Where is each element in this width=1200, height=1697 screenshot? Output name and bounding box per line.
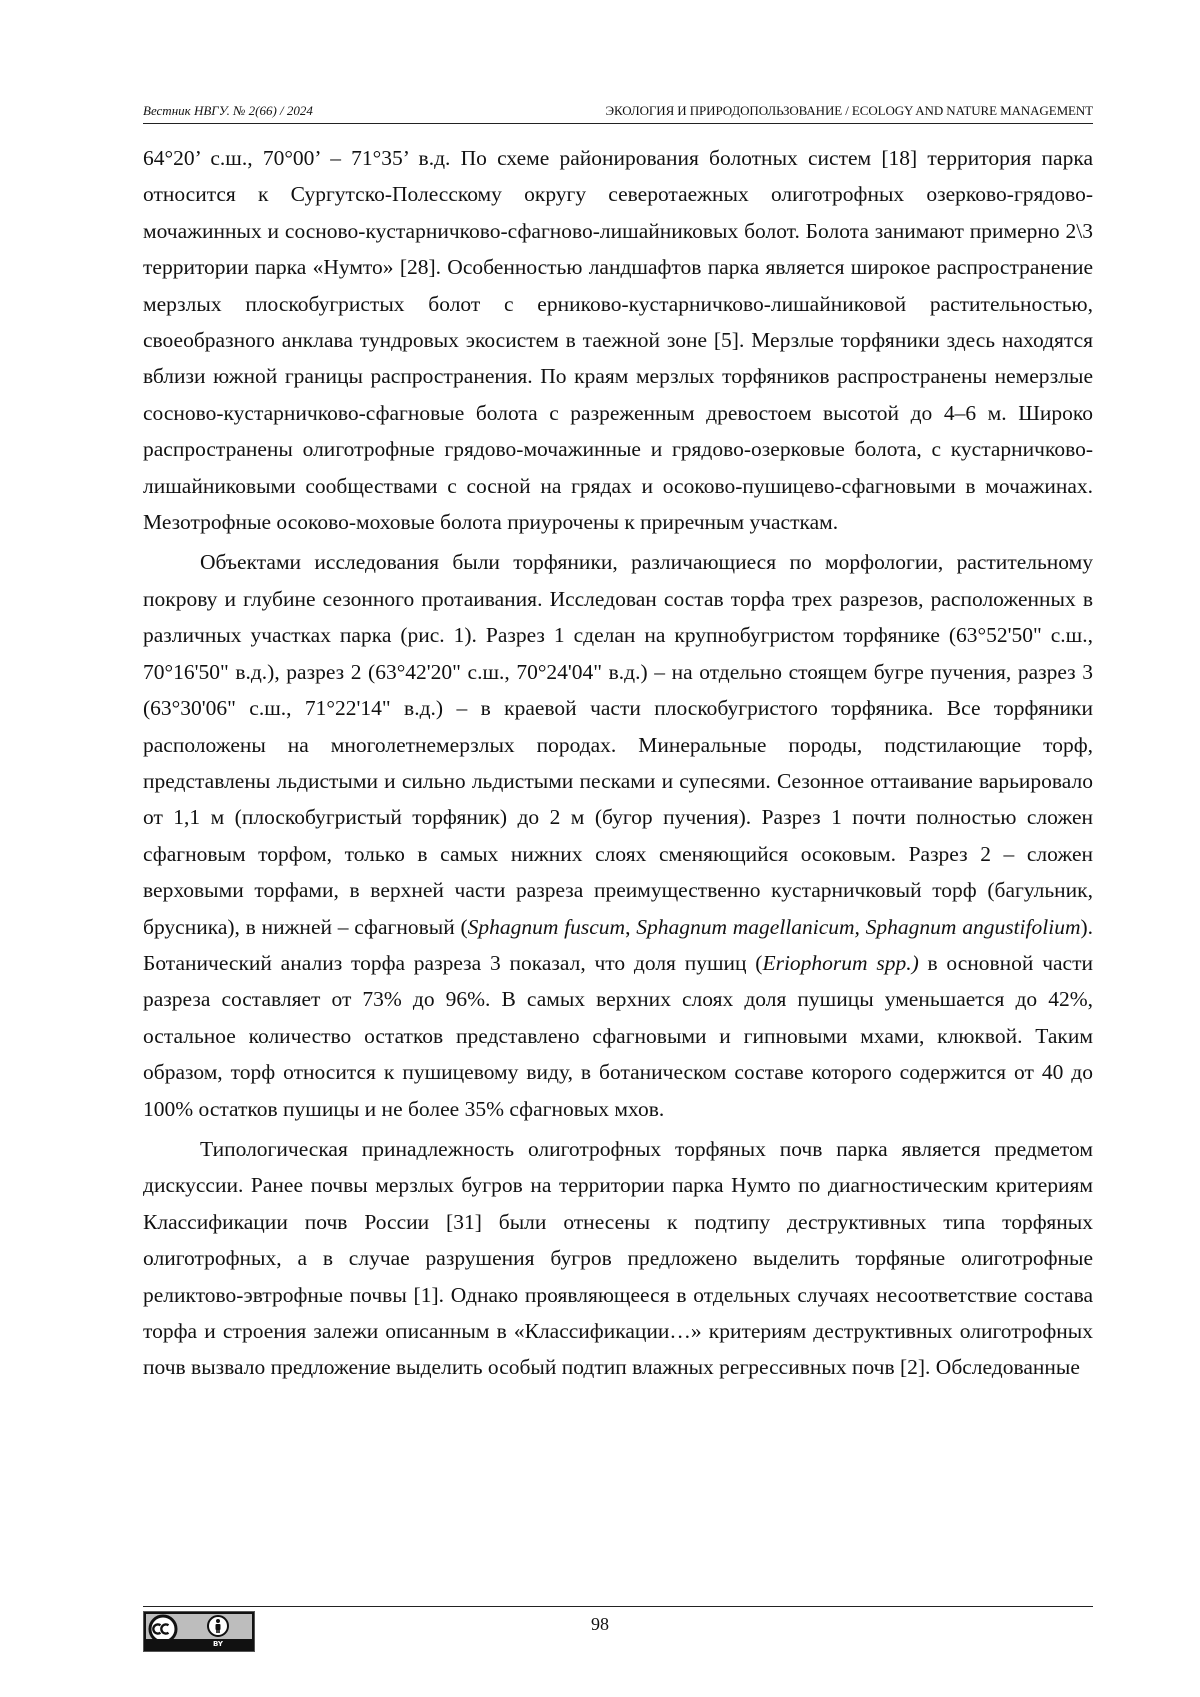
paragraph-2 (143, 544, 1093, 1127)
text-run: , (625, 914, 637, 939)
paragraph-1 (143, 140, 1093, 540)
paragraph-3 (143, 1131, 1093, 1386)
license-by-label: BY (212, 1640, 224, 1648)
journal-title: Вестник НВГУ. № 2(66) / 2024 (143, 103, 313, 118)
license-bar (146, 1639, 252, 1649)
italic-species-name: Eriophorum spp.) (762, 950, 919, 975)
italic-species-name: Sphagnum magellanicum, Sphagnum angustifolium (636, 914, 1081, 939)
section-title: ЭКОЛОГИЯ И ПРИРОДОПОЛЬЗОВАНИЕ / ECOLOGY AND NATURE MANAGEMENT (605, 103, 1093, 118)
text-run: ). Ботанический анализ торфа разреза 3 показал, что доля пушиц ( (143, 914, 1094, 975)
article-body (143, 140, 1093, 1390)
running-header (143, 100, 1093, 122)
text-run: в основной части разреза составляет от 73% до 96%. В самых верхних слоях доля пушицы уменьшается до 42%, остальное количество остатков представлено сфагновыми и гипновыми мхами, клюквой. Таким образом, торф относится к пушицевому виду, в ботаническом составе которого содержится от 40 до 100% остатков пушицы и не более 35% сфагновых мхов. (143, 950, 1093, 1121)
text-run: 64°20’ с.ш., 70°00’ – 71°35’ в.д. По схеме районирования болотных систем [18] территория парка относится к Сургутско-Полесскому округу северотаежных олиготрофных озерково-грядово-мочажинных и сосново-кустарничково-сфагново-лишайниковых болот. Болота занимают примерно 2\3 территории парка «Нумто» [28]. Особенностью ландшафтов парка является широкое распространение мерзлых плоскобугристых болот с ерниково-кустарничково-лишайниковой растительностью, своеобразного анклава тундровых экосистем в таежной зоне [5]. Мерзлые торфяники здесь находятся вблизи южной границы распространения. По краям мерзлых торфяников распространены немерзлые сосново-кустарничково-сфагновые болота с разреженным древостоем высотой до 4–6 м. Широко распространены олиготрофные грядово-мочажинные и грядово-озерковые болота, с кустарничково-лишайниковыми сообществами с сосной на грядах и осоково-пушицево-сфагновыми в мочажинах. Мезотрофные осоково-моховые болота приурочены к приречным участкам. (143, 146, 1093, 535)
footer-divider (143, 1606, 1093, 1607)
italic-species-name: Sphagnum fuscum (467, 914, 626, 939)
text-run: Типологическая принадлежность олиготрофных торфяных почв парка является предметом дискуссии. Ранее почвы мерзлых бугров на территории парка Нумто по диагностическим критериям Классификации почв России [31] были отнесены к подтипу деструктивных типа торфяных олиготрофных, а в случае разрушения бугров предложено выделить торфяные олиготрофные реликтово-эвтрофные почвы [1]. Однако проявляющееся в отдельных случаях несоответствие состава торфа и строения залежи описанным в «Классификации…» критериям деструктивных олиготрофных почв вызвало предложение выделить особый подтип влажных регрессивных почв [2]. Обследованные (143, 1136, 1093, 1380)
page-number: 98 (591, 1614, 609, 1634)
text-run: Объектами исследования были торфяники, различающиеся по морфологии, растительному покрову и глубине сезонного протаивания. Исследован состав торфа трех разрезов, расположенных в различных участках парка (рис. 1). Разрез 1 сделан на крупнобугристом торфянике (63°52'50" с.ш., 70°16'50" в.д.), разрез 2 (63°42'20" с.ш., 70°24'04" в.д.) – на отдельно стоящем бугре пучения, разрез 3 (63°30'06" с.ш., 71°22'14" в.д.) – в краевой части плоскобугристого торфяника. Все торфяники расположены на многолетнемерзлых породах. Минеральные породы, подстилающие торф, представлены льдистыми и сильно льдистыми песками и супесями. Сезонное оттаивание варьировало от 1,1 м (плоскобугристый торфяник) до 2 м (бугор пучения). Разрез 1 почти полностью сложен сфагновым торфом, только в самых нижних слоях сменяющийся осоковым. Разрез 2 – сложен верховыми торфами, в верхней части разреза преимущественно кустарничковый торф (багульник, брусника), в нижней – сфагновый ( (143, 550, 1093, 939)
header-divider (143, 123, 1093, 124)
